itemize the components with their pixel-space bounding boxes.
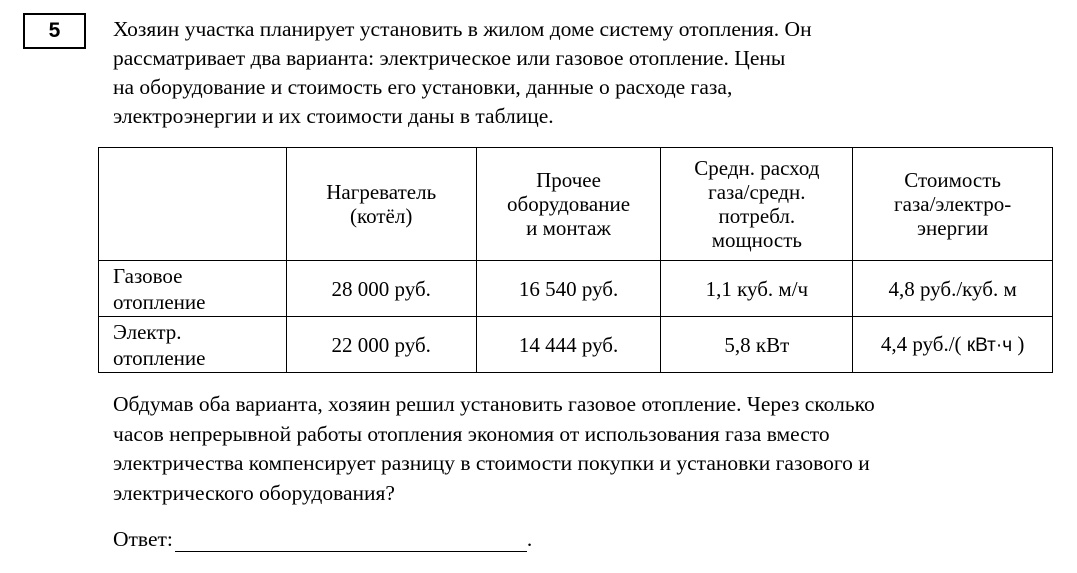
answer-label: Ответ: <box>113 527 173 551</box>
intro-line: на оборудование и стоимость его установки, данные о расходе газа, <box>113 75 733 99</box>
answer-end: . <box>526 527 533 551</box>
question-line: электрического оборудования? <box>113 480 395 505</box>
problem-question <box>113 390 1053 508</box>
task-number-box <box>23 13 86 49</box>
table-header-row <box>99 148 1053 261</box>
question-line: электричества компенсирует разницу в стоимости покупки и установки газового и <box>113 451 870 475</box>
heating-comparison-table <box>98 147 1053 373</box>
header-empty <box>99 148 287 261</box>
row-label-gas: Газовое отопление <box>99 261 287 317</box>
problem-intro <box>113 15 913 131</box>
header-consumption: Средн. расход газа/средн. потребл. мощность <box>661 148 853 261</box>
intro-line: электроэнергии и их стоимости даны в таблице. <box>113 104 554 128</box>
cell-electric-cost <box>853 317 1053 373</box>
table-row-gas <box>99 261 1053 317</box>
question-line: часов непрерывной работы отопления экономия от использования газа вместо <box>113 421 830 446</box>
cell-gas-heater: 28 000 руб. <box>286 261 476 317</box>
cell-gas-cost: 4,8 руб./куб. м <box>853 261 1053 317</box>
task-number: 5 <box>48 19 61 42</box>
cost-prefix: 4,4 руб./( <box>880 331 962 356</box>
answer-blank[interactable] <box>175 527 527 552</box>
cell-electric-equipment: 14 444 руб. <box>476 317 661 373</box>
row-label-electric: Электр. отопление <box>99 317 287 373</box>
cost-suffix: ) <box>1017 331 1025 356</box>
header-equipment: Прочее оборудование и монтаж <box>476 148 661 261</box>
table-row-electric <box>99 317 1053 373</box>
intro-line: рассматривает два варианта: электрическое или газовое отопление. Цены <box>113 46 786 70</box>
header-heater: Нагреватель (котёл) <box>286 148 476 261</box>
cell-gas-consumption: 1,1 куб. м/ч <box>661 261 853 317</box>
header-cost: Стоимость газа/электро- энергии <box>853 148 1053 261</box>
cost-unit: кВт·ч <box>961 334 1018 356</box>
cell-gas-equipment: 16 540 руб. <box>476 261 661 317</box>
cell-electric-heater: 22 000 руб. <box>286 317 476 373</box>
cell-electric-consumption: 5,8 кВт <box>661 317 853 373</box>
intro-line: Хозяин участка планирует установить в жилом доме систему отопления. Он <box>113 17 812 41</box>
question-line: Обдумав оба варианта, хозяин решил установить газовое отопление. Через сколько <box>113 392 875 416</box>
answer-section <box>113 527 532 552</box>
